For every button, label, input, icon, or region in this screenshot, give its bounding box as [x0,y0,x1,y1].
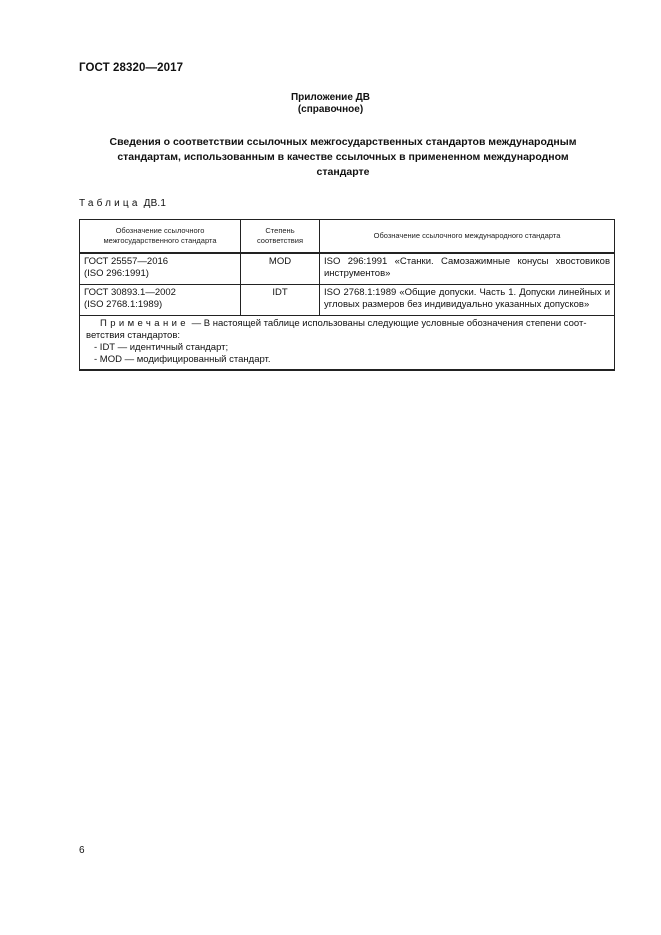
document-title [86,135,600,180]
table-caption-word: Таблица [79,198,141,209]
header-national-standard: Обозначение ссылочного межгосударственного стандарта [80,220,241,254]
table-note-row [80,316,615,371]
table-row [80,285,615,316]
table-caption [79,198,166,209]
national-iso-reference: (ISO 2768.1:1989) [84,299,163,310]
appendix-title: Приложение ДВ [290,92,371,103]
note-item-mod: - MOD — модифицированный стандарт. [94,354,271,365]
cell-international-standard: ISO 296:1991 «Станки. Самозажимные конусы хвостовиков инструментов» [320,253,615,285]
page-number: 6 [79,845,85,856]
document-title-line: Сведения о соответствии ссылочных межгосударственных стандартов международным [109,136,577,148]
table-note [80,316,615,371]
correspondence-table-wrapper [79,219,614,371]
table-caption-id: ДВ.1 [143,198,167,209]
correspondence-table [79,219,615,371]
note-label: Примечание [100,318,189,329]
cell-degree: IDT [241,285,320,316]
cell-degree: MOD [241,253,320,285]
header-degree: Степень соответствия [241,220,320,254]
national-designation: ГОСТ 25557—2016 [84,256,169,267]
national-iso-reference: (ISO 296:1991) [84,268,149,279]
note-second-line: ветствия стандартов: [86,330,181,341]
cell-international-standard: ISO 2768.1:1989 «Общие допуски. Часть 1. Допуски линейных и угловых размеров без индивидуально указанных допусков» [320,285,615,316]
table-row [80,253,615,285]
document-title-line: стандартам, использованным в качестве ссылочных в примененном международном [117,151,569,163]
cell-national-standard [80,285,241,316]
national-designation: ГОСТ 30893.1—2002 [84,287,176,298]
header-international-standard: Обозначение ссылочного международного стандарта [320,220,615,254]
note-text: — В настоящей таблице использованы следующие условные обозначения степени соот- [189,318,587,329]
table-header-row [80,220,615,254]
note-first-line [86,318,608,330]
note-item-idt: - IDT — идентичный стандарт; [94,342,229,353]
page-header-standard-code: ГОСТ 28320—2017 [79,62,184,74]
cell-national-standard [80,253,241,285]
document-title-line: стандарте [316,166,370,178]
appendix-heading [0,92,661,116]
appendix-status: (справочное) [297,104,364,115]
